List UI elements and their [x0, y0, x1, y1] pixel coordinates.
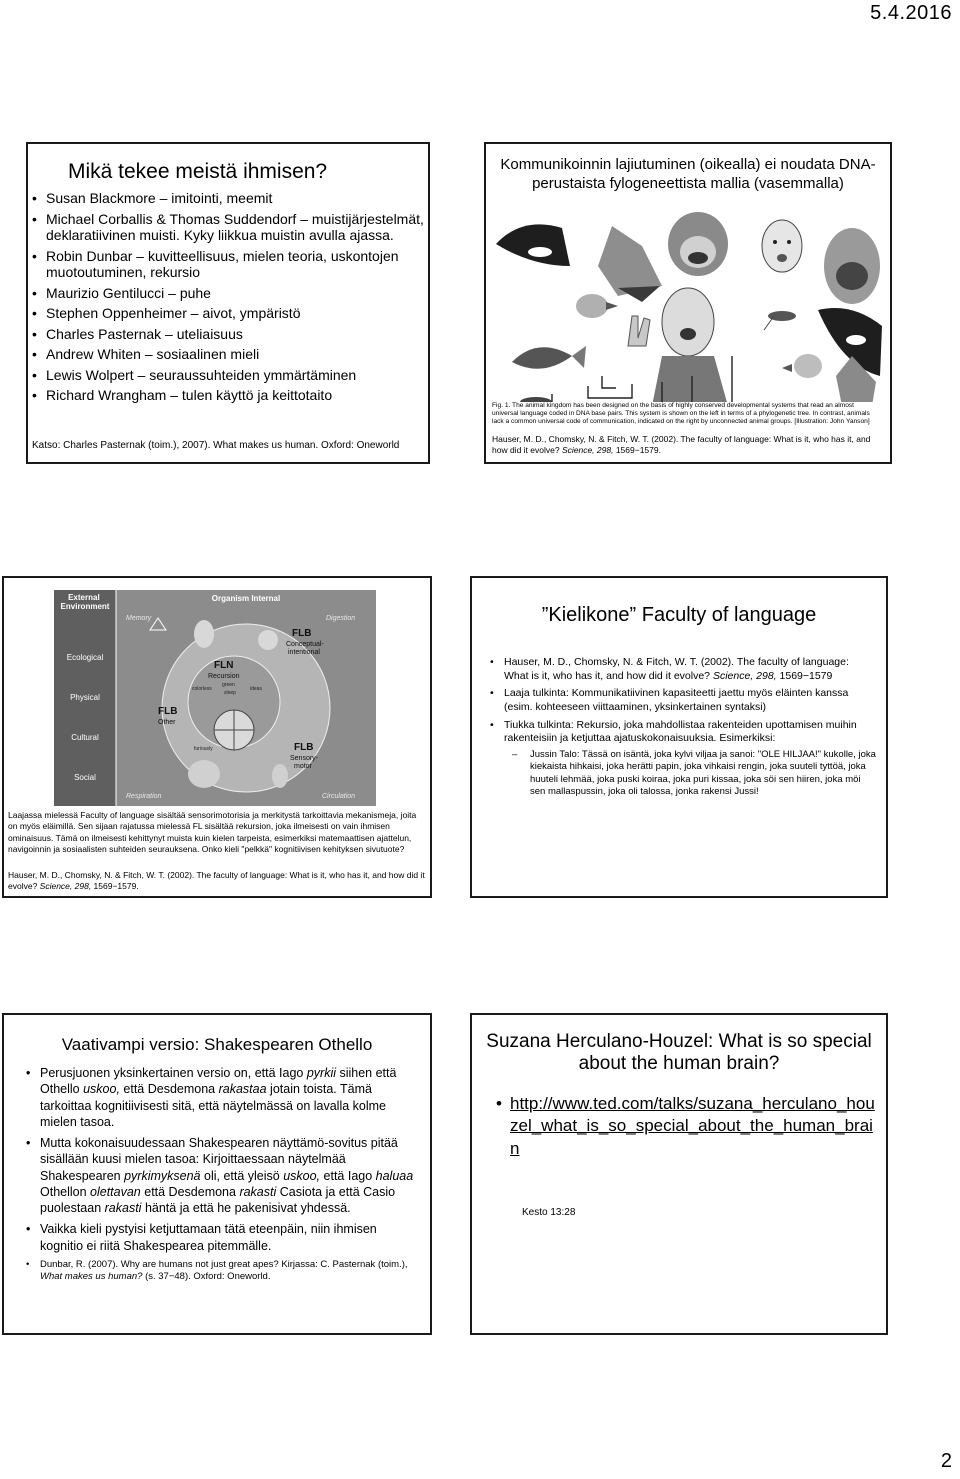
slide1-bullets — [28, 190, 428, 404]
slide-what-makes-us-human — [26, 142, 430, 464]
list-item — [494, 1093, 876, 1160]
list-item: • Richard Wrangham – tulen käyttö ja keittotaito — [30, 387, 428, 404]
ted-talk-link[interactable]: http://www.ted.com/talks/suzana_herculano_houzel_what_is_so_special_about_the_human_brain — [510, 1094, 875, 1158]
slide3-paragraph: Laajassa mielessä Faculty of language sisältää sensorimotorisia ja merkitystä tarkoittavia mekanismeja, joita on myös eläimillä. Sen sijaan rajatussa mielessä FL sisältää rekursion, joka ilmeisesti on vain ihmisen ominaisuus. Tämä on ilmeisesti kehittynyt muista kuin kielen tarpeista, esimerkiksi matemaattisen ajattelun, navigoinnin ja sosiaalisten suhteiden seurauksena. Onko kieli "pelkkä" kognitiivisen kehityksen sivutuote? — [8, 810, 417, 855]
chimpanzee-drawing — [668, 212, 728, 276]
head-profile-icon — [188, 760, 220, 788]
list-item: • Tiukka tulkinta: Rekursio, joka mahdollistaa rakenteiden upottamisen muihin rakenteisiin ja ketjuttaa ajatuskokonaisuuksia. Esimerkiksi: – Jussin Talo: Tässä on isäntä, joka kylvi viljaa ja sanoi: "OLE HILJAA!" kukolle, joka kiekaista hihkaisi, joka herätti papin, joka vihkaisi rengin, joka suuteli tyttöä, joka huuteli lehmää, joka puski koiraa, joka puri kissaa, joka söi sen hiiren, joka möi sen mallaspussin, joka oli talossa, jonka rakensi Jussi! — [488, 719, 876, 799]
list-item: • Hauser, M. D., Chomsky, N. & Fitch, W. T. (2002). The faculty of language: What is it, who has it, and how did it evolve? Science, 298, 1569−1579 — [488, 656, 876, 683]
word-sleep: sleep — [224, 690, 236, 696]
env-social: Social — [74, 773, 96, 782]
faculty-diagram-svg — [54, 590, 376, 806]
conceptual-intentional-label: Conceptual-intentional — [286, 641, 324, 656]
slide1-reference: Katso: Charles Pasternak (toim.), 2007). What makes us human. Oxford: Oneworld — [32, 440, 400, 451]
word-ideas: ideas — [250, 686, 262, 692]
word-furiously: furiously — [194, 746, 213, 752]
flb-other-label: FLB — [158, 706, 178, 717]
list-item: – Jussin Talo: Tässä on isäntä, joka kylvi viljaa ja sanoi: "OLE HILJAA!" kukolle, joka kiekaista hihkaisi, joka herätti papin, joka vihkaisi rengin, joka suuteli tyttöä, joka huuteli lehmää, joka puski koiraa, joka puri kissaa, joka söi sen hiiren, joka möi sen mallaspussin, joka oli talossa, jonka rakensi Jussi! — [504, 749, 876, 799]
list-item: • Dunbar, R. (2007). Why are humans not just great apes? Kirjassa: C. Pasternak (toim.), What makes us human? (s. 37−48). Oxford: Oneworld. — [24, 1259, 420, 1284]
memory-label: Memory — [126, 615, 152, 622]
eye-icon — [258, 630, 278, 650]
word-colorless: colorless — [192, 686, 212, 692]
list-item: • Charles Pasternak – uteliaisuus — [30, 326, 428, 343]
slide5-bullets — [24, 1065, 420, 1288]
list-item: • Robin Dunbar – kuvitteellisuus, mielen teoria, uskontojen muotoutuminen, rekursio — [30, 248, 428, 281]
list-item: • Lewis Wolpert – seuraussuhteiden ymmärtäminen — [30, 367, 428, 384]
human-head-drawing — [762, 220, 802, 272]
animal-kingdom-figure — [492, 206, 884, 434]
slide-faculty-of-language-diagram — [2, 576, 432, 898]
animal-illustration — [492, 206, 884, 434]
list-item: • Susan Blackmore – imitointi, meemit — [30, 190, 428, 207]
list-item: • Perusjuonen yksinkertainen versio on, että Iago pyrkii siihen että Othello uskoo, että Desdemona rakastaa jotain toista. Tämä tarkoittaa kognitiivisesti sitä, että näytelmässä on lavalla kolme mielen tasoa. — [24, 1065, 420, 1130]
slide3-reference: Hauser, M. D., Chomsky, N. & Fitch, W. T. (2002). The faculty of language: What is it, who has it, and how did it evolve? Science, 298, 1569−1579. — [8, 869, 425, 891]
slide-othello — [2, 1013, 432, 1335]
fig-caption-text: Fig. 1. The animal kingdom has been designed on the basis of highly conserved developmental systems that read an almost universal language coded in DNA base pairs. This system is shown on the left in terms of a phylogenetic tree. In contrast, animals lack a common universal code of communication, indicated on the right by unconnected animal groups. [Illustration: John Yanson] — [492, 402, 884, 427]
ape-drawing — [824, 228, 880, 304]
slide6-title: Suzana Herculano-Houzel: What is so special about the human brain? — [486, 1031, 872, 1074]
slide4-bullets — [488, 656, 876, 803]
list-item: • Laaja tulkinta: Kommunikatiivinen kapasiteetti jaettu myös eläinten kanssa (esim. kohteeseen viittaaminen, yksinkertainen syntaksi) — [488, 687, 876, 714]
word-green: green — [222, 682, 235, 688]
list-item: • Mutta kokonaisuudessaan Shakespearen näyttämö-sovitus pitää sisällään kuusi mielen tasoa: Kirjoittaessaan näytelmää Shakespearen pyrkimyksenä oli, että yleisö uskoo, että Iago haluaa Othellon olettavan että Desdemona rakasti Casiota ja että Casio puolestaan rakasti häntä ja että he pakenisivat yhdessä. — [24, 1135, 420, 1216]
organism-internal-label: Organism Internal — [211, 594, 281, 603]
slide-kielikone — [470, 576, 888, 898]
header-date: 5.4.2016 — [870, 2, 952, 24]
circulation-label: Circulation — [322, 793, 356, 800]
sensory-motor-label: Sensory-motor — [290, 755, 319, 770]
flb-sensory-label: FLB — [294, 742, 314, 753]
list-item: • Maurizio Gentilucci – puhe — [30, 285, 428, 302]
digestion-label: Digestion — [326, 615, 356, 622]
slide-communication-speciation — [484, 142, 892, 464]
ear-icon — [272, 764, 288, 788]
page-number: 2 — [940, 1450, 952, 1472]
slide2-title: Kommunikoinnin lajiutuminen (oikealla) ei noudata DNA-perustaista fylogeneettista mallia (vasemmalla) — [500, 156, 876, 192]
env-physical: Physical — [70, 693, 100, 702]
recursion-label: Recursion — [208, 673, 240, 680]
slide6-bullets — [494, 1093, 876, 1160]
slide2-reference: Hauser, M. D., Chomsky, N. & Fitch, W. T. (2002). The faculty of language: What is it, who has it, and how did it evolve? Science, 298, 1569−1579. — [492, 433, 871, 455]
respiration-label: Respiration — [126, 793, 162, 800]
fln-label: FLN — [214, 660, 234, 671]
env-cultural: Cultural — [71, 733, 99, 742]
duration-text: Kesto 13:28 — [522, 1207, 576, 1218]
list-item: • Stephen Oppenheimer – aivot, ympäristö — [30, 305, 428, 322]
external-environment-label: External Environment — [60, 593, 110, 611]
slide-herculano-houzel — [470, 1013, 888, 1335]
flb-conceptual-label: FLB — [292, 628, 312, 639]
slide4-sublist — [504, 749, 876, 799]
list-item: • Michael Corballis & Thomas Suddendorf – muistijärjestelmät, deklaratiivinen muisti. Kyky liikkua muistin avulla ajassa. — [30, 211, 428, 244]
slide1-title: Mikä tekee meistä ihmisen? — [68, 160, 328, 183]
env-ecological: Ecological — [66, 653, 104, 662]
slide4-title: ”Kielikone” Faculty of language — [541, 604, 817, 626]
list-item: • Andrew Whiten – sosiaalinen mieli — [30, 346, 428, 363]
other-label: Other — [158, 719, 176, 726]
flb-fln-diagram — [54, 590, 376, 806]
slide5-title: Vaativampi versio: Shakespearen Othello — [61, 1035, 373, 1054]
hand-icon — [194, 620, 214, 648]
list-item: • Vaikka kieli pystyisi ketjuttamaan tätä eteenpäin, niin ihmisen kognitio ei riitä Shakespearea pitemmälle. — [24, 1221, 420, 1254]
